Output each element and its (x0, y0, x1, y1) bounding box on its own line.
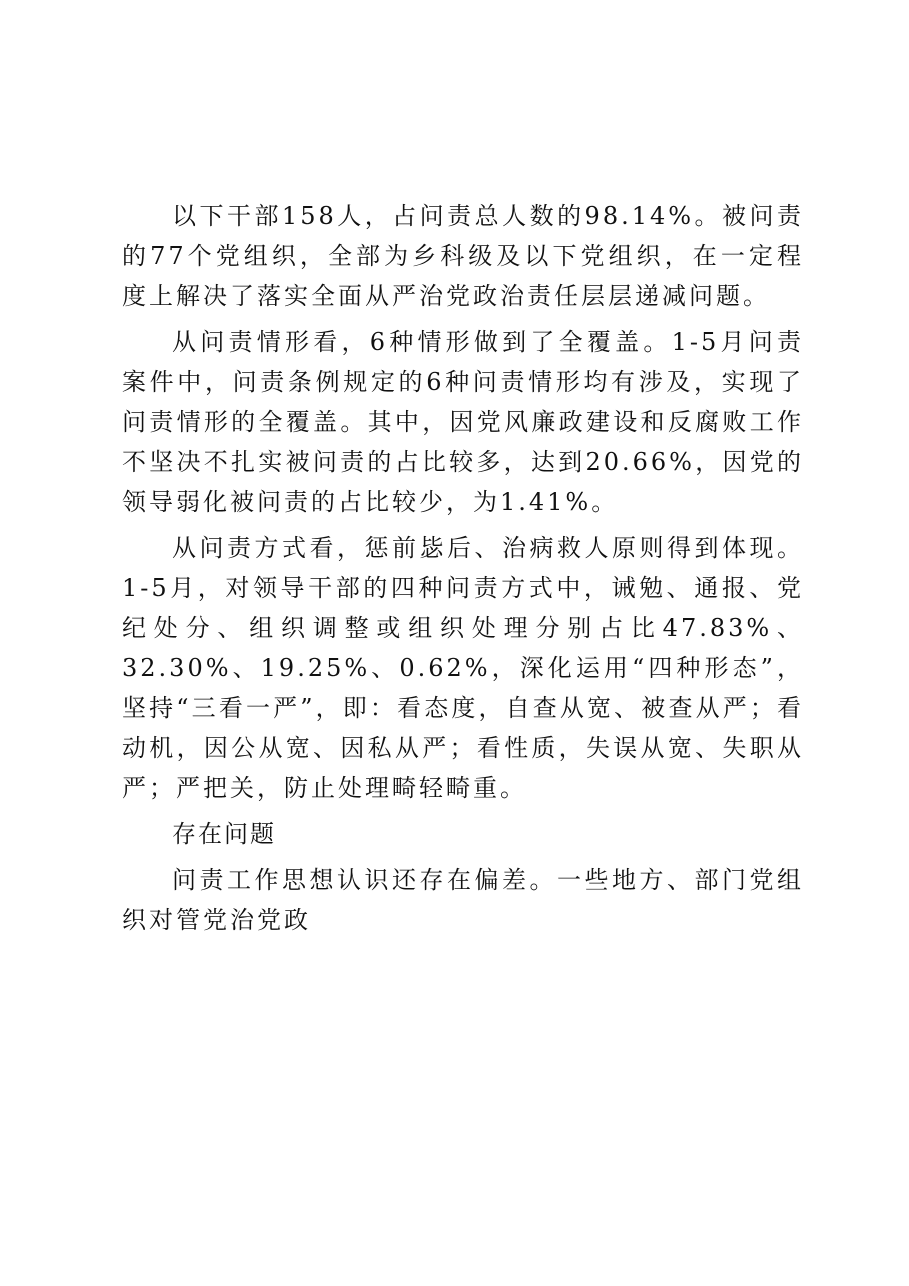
section-heading-existing-problems: 存在问题 (172, 820, 276, 848)
document-body (122, 196, 804, 946)
paragraph-ideological-understanding: 问责工作思想认识还存在偏差。一些地方、部门党组织对管党治党政 (122, 866, 804, 934)
paragraph-accountability-counts: 以下干部158人，占问责总人数的98.14%。被问责的77个党组织，全部为乡科级及以下党组织，在一定程度上解决了落实全面从严治党政治责任层层递减问题。 (122, 202, 804, 310)
paragraph-accountability-methods: 从问责方式看，惩前毖后、治病救人原则得到体现。1-5月，对领导干部的四种问责方式中，诫勉、通报、党纪处分、组织调整或组织处理分别占比47.83%、32.30%、19.25%、0.62%，深化运用“四种形态”，坚持“三看一严”，即：看态度，自查从宽、被查从严；看动机，因公从宽、因私从严；看性质，失误从宽、失职从严；严把关，防止处理畸轻畸重。 (122, 534, 804, 802)
paragraph-accountability-situations: 从问责情形看，6种情形做到了全覆盖。1-5月问责案件中，问责条例规定的6种问责情形均有涉及，实现了问责情形的全覆盖。其中，因党风廉政建设和反腐败工作不坚决不扎实被问责的占比较多，达到20.66%，因党的领导弱化被问责的占比较少，为1.41%。 (122, 328, 804, 516)
